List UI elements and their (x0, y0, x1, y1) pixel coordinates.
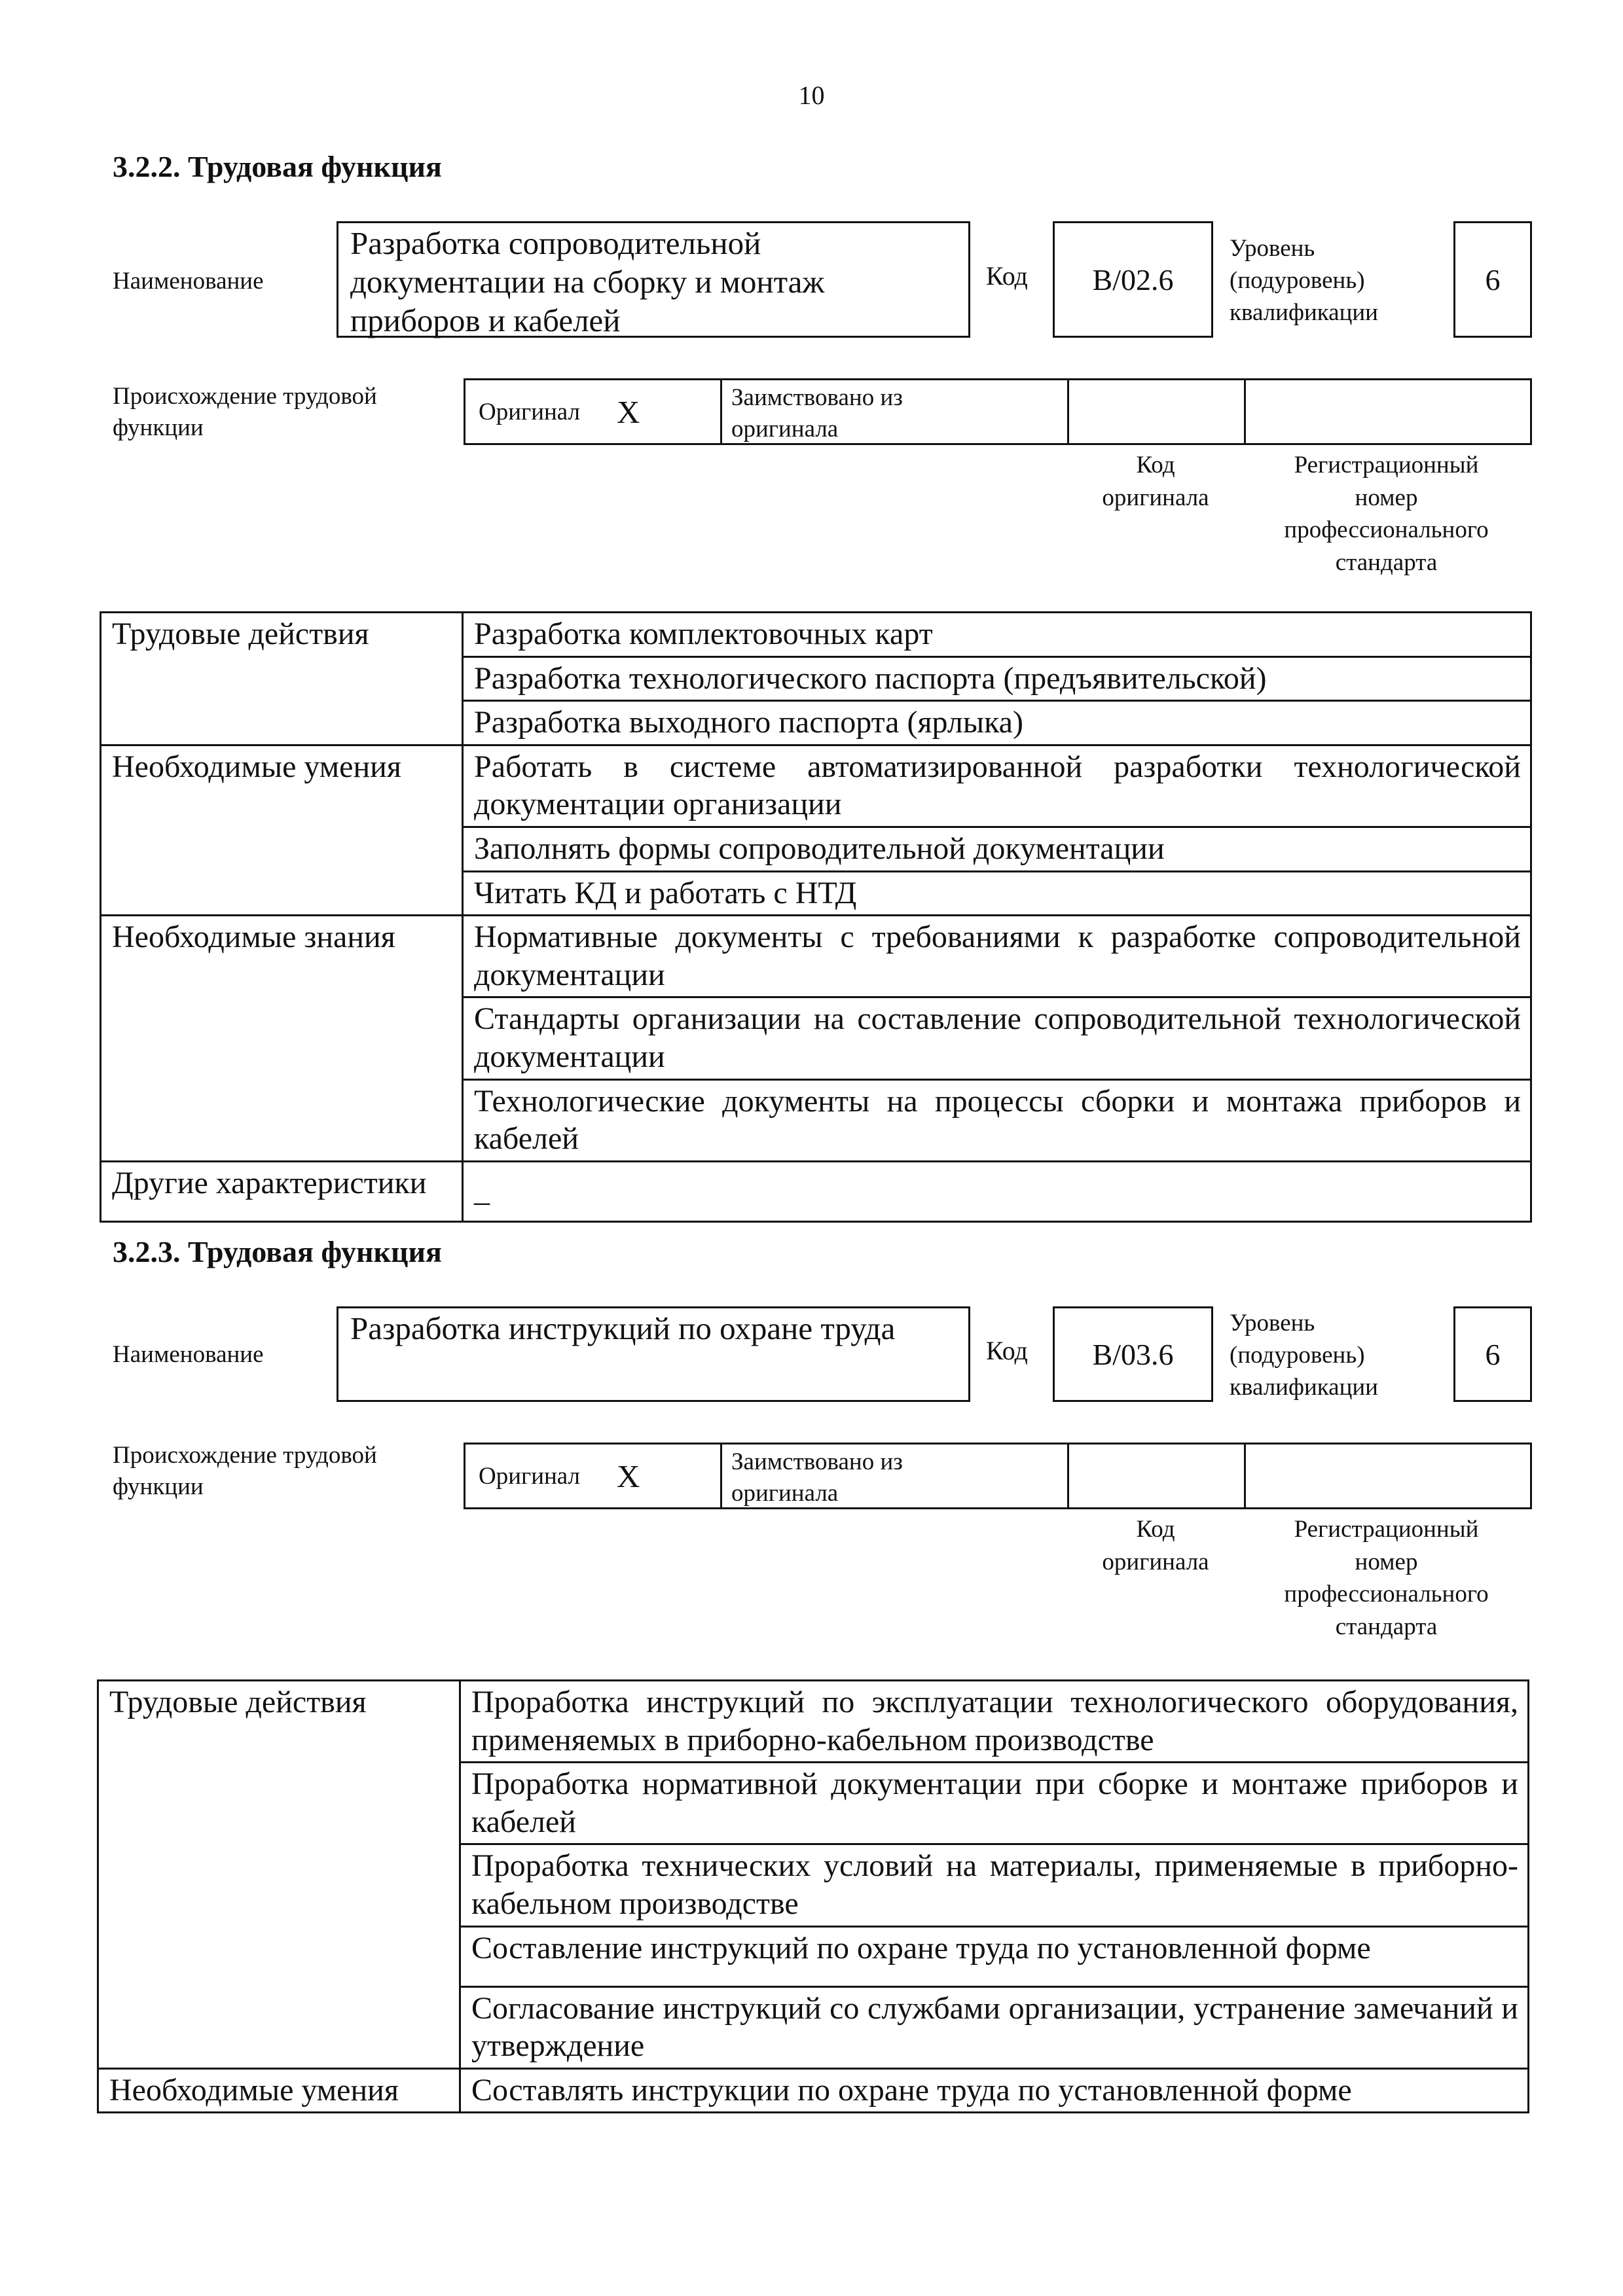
table-row (98, 2068, 1529, 2113)
borrowed-label-line-2: оригинала (731, 416, 839, 443)
table-cell: Заполнять формы сопроводительной документации (463, 827, 1531, 871)
level-label-line-1: Уровень (1230, 235, 1315, 262)
table-cell: Проработка инструкций по эксплуатации технологического оборудования, применяемых в приборно-кабельном производстве (460, 1681, 1529, 1763)
level-value-box (1453, 1306, 1532, 1402)
registration-caption-line-3: профессионального (1284, 1581, 1489, 1608)
registration-caption-line-3: профессионального (1284, 516, 1489, 544)
registration-caption (1241, 449, 1532, 579)
code-label: Код (986, 261, 1028, 291)
table-cell: Разработка технологического паспорта (предъявительской) (463, 656, 1531, 701)
original-code-caption-line-1: Код (1136, 452, 1175, 478)
original-code-caption (1067, 449, 1244, 514)
registration-caption-line-4: стандарта (1335, 548, 1438, 576)
original-code-caption-line-2: оригинала (1102, 1548, 1209, 1575)
table-row (101, 613, 1531, 657)
table-cell: Согласование инструкций со службами организации, устранение замечаний и утверждение (460, 1986, 1529, 2068)
original-code-caption-line-2: оригинала (1102, 484, 1209, 511)
table-cell: Проработка нормативной документации при сборке и монтаже приборов и кабелей (460, 1763, 1529, 1844)
group-label: Трудовые действия (98, 1681, 460, 2069)
table-cell: Проработка технических условий на материалы, применяемые в приборно-кабельном производстве (460, 1844, 1529, 1926)
function-name-box (337, 1306, 970, 1402)
registration-caption-line-2: номер (1355, 1548, 1418, 1575)
function-name-box (337, 221, 970, 338)
registration-caption-line-2: номер (1355, 484, 1418, 511)
group-label: Другие характеристики (101, 1161, 463, 1221)
table-cell: Составление инструкций по охране труда по установленной форме (460, 1926, 1529, 1986)
table-cell: Работать в системе автоматизированной разработки технологической документации организации (463, 745, 1531, 827)
borrowed-cell (722, 1444, 1069, 1507)
table-row (98, 1681, 1529, 1763)
original-label: Оригинал (479, 398, 581, 425)
table-cell: Составлять инструкции по охране труда по установленной форме (460, 2068, 1529, 2113)
function-code-box (1053, 221, 1213, 338)
group-label: Необходимые умения (98, 2068, 460, 2113)
origin-label-line-1: Происхождение трудовой (113, 383, 377, 410)
table-cell: Стандарты организации на составление сопроводительной технологической документации (463, 997, 1531, 1079)
level-value-box (1453, 221, 1532, 338)
function-details-table-3-2-2 (100, 611, 1532, 1223)
level-value: 6 (1485, 1337, 1501, 1371)
level-value: 6 (1485, 262, 1501, 296)
section-title-3-2-2: 3.2.2. Трудовая функция (113, 150, 442, 183)
name-label: Наименование (113, 268, 264, 295)
table-row (101, 916, 1531, 997)
table-row (101, 1161, 1531, 1221)
table-cell: Читать КД и работать с НТД (463, 871, 1531, 916)
group-label: Трудовые действия (101, 613, 463, 745)
page-number: 10 (798, 81, 825, 110)
borrowed-label-line-2: оригинала (731, 1480, 839, 1507)
table-cell: Разработка комплектовочных карт (463, 613, 1531, 657)
borrowed-label-line-1: Заимствовано из (731, 1448, 903, 1475)
original-mark: X (617, 393, 640, 430)
original-mark: X (617, 1458, 640, 1494)
function-details-table-3-2-3 (97, 1679, 1529, 2113)
table-cell: Технологические документы на процессы сборки и монтажа приборов и кабелей (463, 1079, 1531, 1161)
level-label-line-2: (подуровень) (1230, 266, 1365, 294)
origin-label-line-1: Происхождение трудовой (113, 1442, 377, 1469)
origin-label (113, 381, 377, 444)
function-code-box (1053, 1306, 1213, 1402)
function-code: B/03.6 (1092, 1337, 1174, 1371)
code-label: Код (986, 1336, 1028, 1365)
registration-caption-line-4: стандарта (1335, 1613, 1438, 1640)
registration-caption (1241, 1513, 1532, 1643)
registration-number-cell (1246, 1444, 1530, 1507)
registration-caption-line-1: Регистрационный (1294, 1516, 1479, 1543)
registration-number-cell (1246, 380, 1530, 443)
level-label (1230, 1308, 1378, 1403)
table-cell: Разработка выходного паспорта (ярлыка) (463, 701, 1531, 745)
original-code-cell (1069, 380, 1246, 443)
level-label-line-3: квалификации (1230, 1373, 1378, 1401)
origin-row (464, 378, 1532, 445)
section-title-3-2-3: 3.2.3. Трудовая функция (113, 1235, 442, 1268)
level-label-line-2: (подуровень) (1230, 1341, 1365, 1369)
level-label-line-1: Уровень (1230, 1310, 1315, 1336)
original-code-caption-line-1: Код (1136, 1516, 1175, 1543)
function-name: Разработка инструкций по охране труда (350, 1310, 896, 1346)
name-label: Наименование (113, 1341, 264, 1368)
level-label (1230, 233, 1378, 329)
function-code: B/02.6 (1092, 262, 1174, 296)
original-code-cell (1069, 1444, 1246, 1507)
table-cell: _ (463, 1161, 1531, 1221)
original-label: Оригинал (479, 1462, 581, 1490)
original-cell (465, 1444, 722, 1507)
origin-label-line-2: функции (113, 1473, 204, 1501)
origin-row (464, 1443, 1532, 1509)
origin-label (113, 1440, 377, 1503)
table-row (101, 745, 1531, 827)
borrowed-cell (722, 380, 1069, 443)
original-code-caption (1067, 1513, 1244, 1578)
group-label: Необходимые умения (101, 745, 463, 915)
function-name: Разработка сопроводительной документации на сборку и монтаж приборов и кабелей (350, 225, 825, 338)
registration-caption-line-1: Регистрационный (1294, 452, 1479, 478)
origin-label-line-2: функции (113, 414, 204, 442)
table-cell: Нормативные документы с требованиями к разработке сопроводительной документации (463, 916, 1531, 997)
borrowed-label-line-1: Заимствовано из (731, 384, 903, 411)
original-cell (465, 380, 722, 443)
group-label: Необходимые знания (101, 916, 463, 1162)
level-label-line-3: квалификации (1230, 298, 1378, 326)
